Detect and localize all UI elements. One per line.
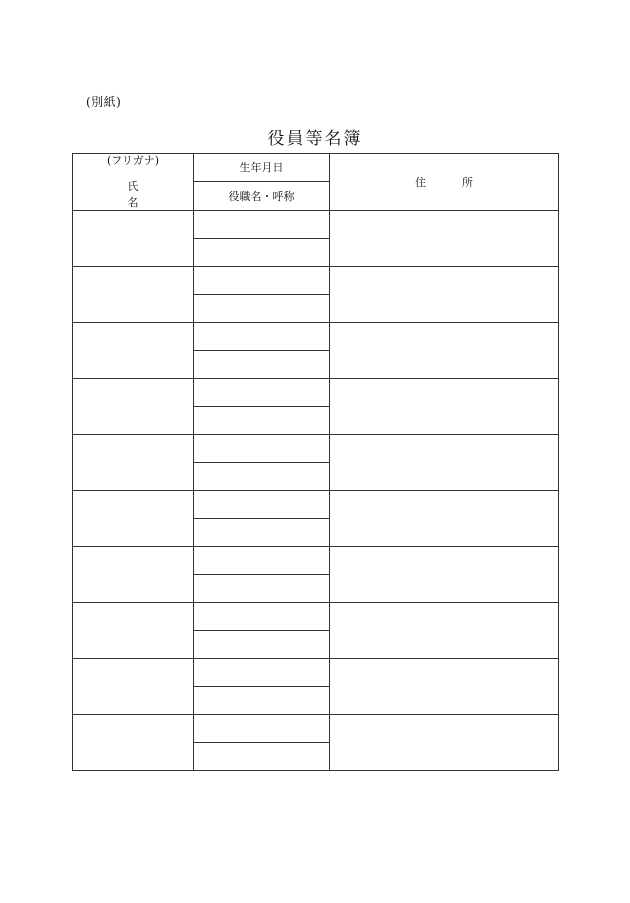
position-cell[interactable] (194, 743, 330, 771)
roster-entry-row (73, 715, 559, 743)
position-cell[interactable] (194, 351, 330, 379)
name-cell[interactable] (73, 267, 194, 323)
address-header-cell (330, 154, 559, 211)
position-header: 役職名・呼称 (194, 181, 330, 210)
roster-entry-row (73, 267, 559, 295)
header-row (73, 154, 559, 182)
roster-entry-row (73, 323, 559, 351)
address-cell[interactable] (330, 547, 559, 603)
position-cell[interactable] (194, 239, 330, 267)
birthdate-cell[interactable] (194, 267, 330, 295)
position-cell[interactable] (194, 631, 330, 659)
page-title: 役員等名簿 (267, 129, 363, 149)
address-cell[interactable] (330, 211, 559, 267)
birthdate-cell[interactable] (194, 435, 330, 463)
address-cell[interactable] (330, 379, 559, 435)
roster-entry-row (73, 435, 559, 463)
position-cell[interactable] (194, 519, 330, 547)
name-cell[interactable] (73, 547, 194, 603)
position-cell[interactable] (194, 295, 330, 323)
furigana-header: (フリガナ) (106, 154, 160, 167)
address-cell[interactable] (330, 323, 559, 379)
address-cell[interactable] (330, 267, 559, 323)
roster-entry-row (73, 547, 559, 575)
birthdate-header: 生年月日 (194, 154, 330, 182)
roster-entry-row (73, 211, 559, 239)
birthdate-cell[interactable] (194, 491, 330, 519)
birthdate-cell[interactable] (194, 715, 330, 743)
position-cell[interactable] (194, 575, 330, 603)
name-cell[interactable] (73, 211, 194, 267)
name-cell[interactable] (73, 491, 194, 547)
address-cell[interactable] (330, 603, 559, 659)
birthdate-cell[interactable] (194, 323, 330, 351)
name-cell[interactable] (73, 715, 194, 771)
roster-entry-row (73, 491, 559, 519)
name-cell[interactable] (73, 659, 194, 715)
birthdate-cell[interactable] (194, 379, 330, 407)
address-cell[interactable] (330, 435, 559, 491)
roster-entry-row (73, 659, 559, 687)
address-cell[interactable] (330, 715, 559, 771)
address-header: 住所 (415, 176, 509, 189)
officer-roster-table (72, 153, 559, 771)
name-cell[interactable] (73, 323, 194, 379)
position-cell[interactable] (194, 687, 330, 715)
name-cell[interactable] (73, 603, 194, 659)
roster-body (73, 154, 559, 771)
address-cell[interactable] (330, 659, 559, 715)
name-header-cell (73, 154, 194, 211)
roster-entry-row (73, 379, 559, 407)
address-cell[interactable] (330, 491, 559, 547)
roster-entry-row (73, 603, 559, 631)
birthdate-cell[interactable] (194, 547, 330, 575)
position-cell[interactable] (194, 407, 330, 435)
name-cell[interactable] (73, 379, 194, 435)
birthdate-cell[interactable] (194, 603, 330, 631)
name-header: 氏名 (127, 180, 173, 209)
birthdate-cell[interactable] (194, 659, 330, 687)
name-cell[interactable] (73, 435, 194, 491)
position-cell[interactable] (194, 463, 330, 491)
annex-label: (別紙) (86, 95, 122, 109)
birthdate-cell[interactable] (194, 211, 330, 239)
